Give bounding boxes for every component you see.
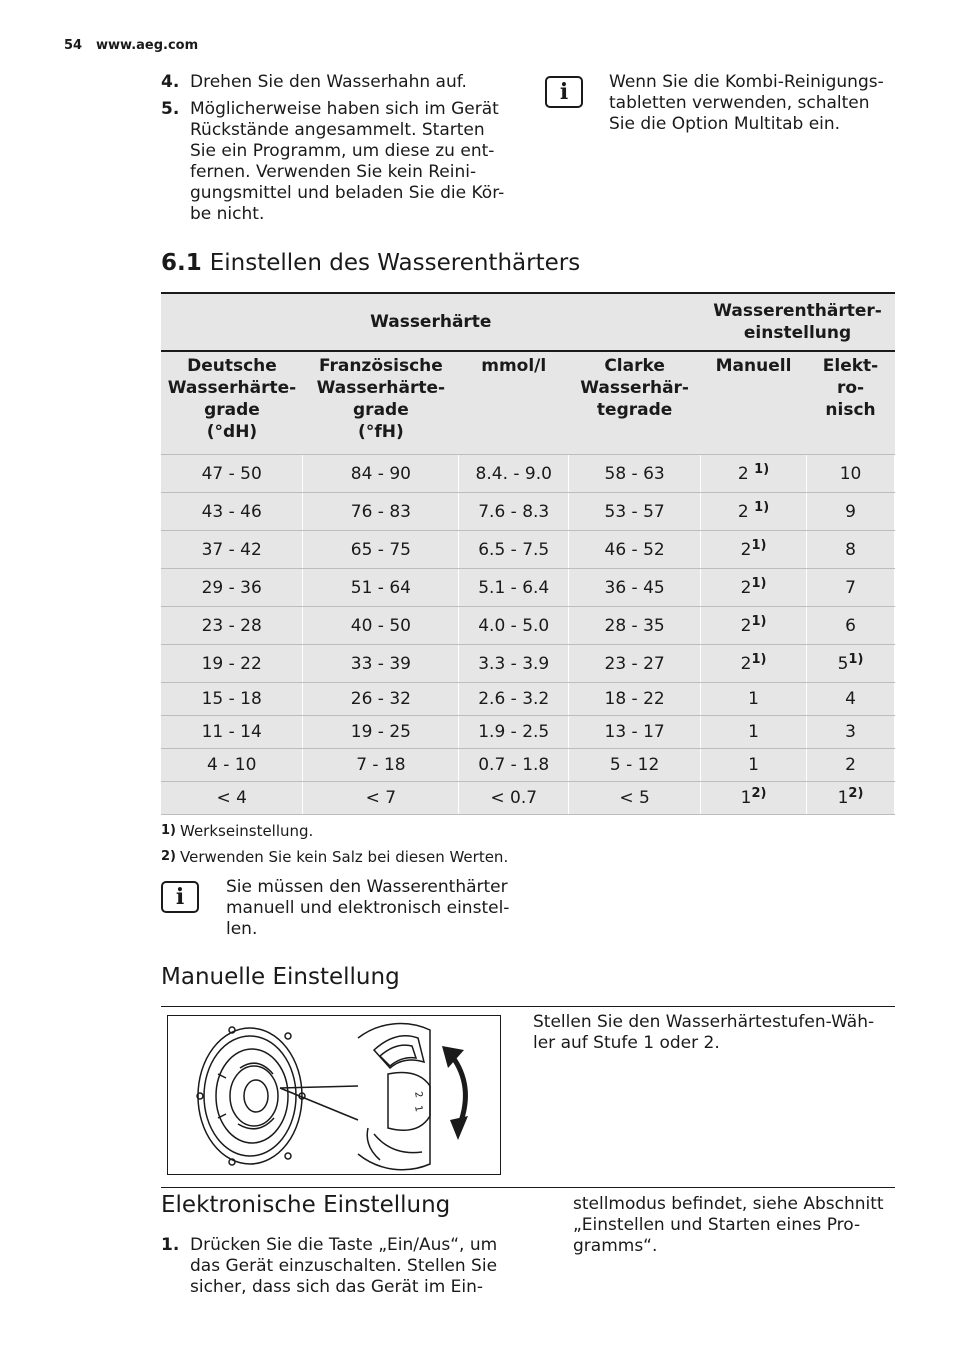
cell-clarke: 36 - 45 xyxy=(569,569,701,607)
cell-electronic xyxy=(807,645,895,683)
cell-value: 1 xyxy=(748,689,759,709)
footnote-text: Werkseinstellung. xyxy=(180,822,314,840)
cell-electronic xyxy=(807,455,895,493)
footnote-ref: 1) xyxy=(848,651,864,667)
step-text: Drehen Sie den Wasserhahn auf. xyxy=(190,72,467,92)
step-number: 5. xyxy=(161,99,180,119)
cell-clarke: < 5 xyxy=(569,782,701,815)
cell-electronic xyxy=(807,607,895,645)
section-title-text: Einstellen des Wasserenthärters xyxy=(209,250,581,276)
header-line: Wasserenthärter- xyxy=(713,301,882,321)
table-row xyxy=(161,607,895,645)
cell-dh: 37 - 42 xyxy=(161,531,303,569)
info-line: tabletten verwenden, schalten xyxy=(609,93,870,113)
info-icon: i xyxy=(545,76,583,108)
cell-dh: 43 - 46 xyxy=(161,493,303,531)
electronic-setting-title: Elektronische Einstellung xyxy=(161,1192,451,1218)
cell-fh: 40 - 50 xyxy=(303,607,459,645)
cell-value: 9 xyxy=(845,501,856,522)
info-line: len. xyxy=(226,919,258,939)
manual-setting-title: Manuelle Einstellung xyxy=(161,964,400,990)
cell-value: 10 xyxy=(839,463,862,484)
step-4 xyxy=(161,72,521,94)
cell-value: 1 xyxy=(748,722,759,742)
col-header-electronic: Elekt- ro- nisch xyxy=(807,351,895,455)
cell-value: 8 xyxy=(845,539,856,560)
col-header-fh: Französische Wasserhärte- grade (°fH) xyxy=(303,351,459,455)
cell-clarke: 46 - 52 xyxy=(569,531,701,569)
cell-value: 2 xyxy=(740,539,752,560)
cell-mmol: < 0.7 xyxy=(459,782,569,815)
cell-dh: 11 - 14 xyxy=(161,716,303,749)
cell-value: 1 xyxy=(740,788,752,808)
cell-manual xyxy=(701,607,807,645)
cell-fh: 65 - 75 xyxy=(303,531,459,569)
cell-dh: 23 - 28 xyxy=(161,607,303,645)
footnote-2 xyxy=(161,848,508,866)
col-header-dh: Deutsche Wasserhärte- grade (°dH) xyxy=(161,351,303,455)
cell-manual xyxy=(701,455,807,493)
text-line: gramms“. xyxy=(573,1236,658,1256)
footnote-ref: 1) xyxy=(754,499,770,515)
cell-fh: 26 - 32 xyxy=(303,683,459,716)
selector-label-2: 2 xyxy=(412,1090,424,1099)
cell-mmol: 2.6 - 3.2 xyxy=(459,683,569,716)
cell-fh: < 7 xyxy=(303,782,459,815)
electronic-setting-continued xyxy=(573,1194,903,1257)
cell-mmol: 4.0 - 5.0 xyxy=(459,607,569,645)
cell-mmol: 5.1 - 6.4 xyxy=(459,569,569,607)
cell-fh: 84 - 90 xyxy=(303,455,459,493)
manual-setting-figure xyxy=(167,1015,501,1175)
cell-value: 5 xyxy=(837,653,849,674)
cell-manual xyxy=(701,531,807,569)
cell-manual xyxy=(701,645,807,683)
page-number: 54 xyxy=(64,38,83,53)
cell-electronic xyxy=(807,569,895,607)
cell-fh: 19 - 25 xyxy=(303,716,459,749)
table-row xyxy=(161,683,895,716)
rotate-arrow-icon xyxy=(442,1046,468,1140)
step-line: Rückstände angesammelt. Starten xyxy=(190,120,485,140)
cell-mmol: 0.7 - 1.8 xyxy=(459,749,569,782)
section-number: 6.1 xyxy=(161,250,202,276)
info-note-multitab xyxy=(609,72,909,135)
cell-clarke: 13 - 17 xyxy=(569,716,701,749)
cell-clarke: 53 - 57 xyxy=(569,493,701,531)
cell-manual xyxy=(701,683,807,716)
cell-value: 2 xyxy=(737,501,755,522)
cell-value: 2 xyxy=(845,755,856,775)
cell-electronic xyxy=(807,716,895,749)
cell-dh: 47 - 50 xyxy=(161,455,303,493)
col-header-clarke: Clarke Wasserhär- tegrade xyxy=(569,351,701,455)
table-row xyxy=(161,455,895,493)
cell-value: 3 xyxy=(845,722,856,742)
footnote-ref: 1) xyxy=(751,651,767,667)
footnote-ref: 2) xyxy=(751,786,767,801)
col-header-mmol: mmol/l xyxy=(459,351,569,455)
info-line: Sie müssen den Wasserenthärter xyxy=(226,877,508,897)
cell-clarke: 18 - 22 xyxy=(569,683,701,716)
cell-dh: 19 - 22 xyxy=(161,645,303,683)
cell-mmol: 1.9 - 2.5 xyxy=(459,716,569,749)
text-line: „Einstellen und Starten eines Pro- xyxy=(573,1215,861,1235)
cell-mmol: 6.5 - 7.5 xyxy=(459,531,569,569)
footnote-text: Verwenden Sie kein Salz bei diesen Werten. xyxy=(180,848,509,866)
info-icon: i xyxy=(161,881,199,913)
group-header-hardness: Wasserhärte xyxy=(161,293,701,351)
footnote-ref: 1) xyxy=(751,575,767,591)
cell-dh: < 4 xyxy=(161,782,303,815)
step-5 xyxy=(161,99,521,229)
info-line: manuell und elektronisch einstel- xyxy=(226,898,510,918)
table-row xyxy=(161,782,895,815)
cell-clarke: 5 - 12 xyxy=(569,749,701,782)
footnote-ref: 2) xyxy=(848,786,864,801)
cell-dh: 4 - 10 xyxy=(161,749,303,782)
text-line: Stellen Sie den Wasserhärtestufen-Wäh- xyxy=(533,1012,875,1032)
cell-fh: 76 - 83 xyxy=(303,493,459,531)
divider xyxy=(161,1006,895,1007)
table-row xyxy=(161,569,895,607)
cell-dh: 29 - 36 xyxy=(161,569,303,607)
cell-manual xyxy=(701,716,807,749)
cell-value: 2 xyxy=(740,653,752,674)
cell-dh: 15 - 18 xyxy=(161,683,303,716)
table-row xyxy=(161,645,895,683)
cell-manual xyxy=(701,569,807,607)
water-hardness-table xyxy=(161,292,895,815)
step-number: 4. xyxy=(161,72,180,92)
footnote-ref: 1) xyxy=(754,461,770,477)
info-line: Sie die Option Multitab ein. xyxy=(609,114,841,134)
table-row xyxy=(161,716,895,749)
step-line: be nicht. xyxy=(190,204,265,224)
table-row xyxy=(161,531,895,569)
table-row xyxy=(161,493,895,531)
cell-mmol: 3.3 - 3.9 xyxy=(459,645,569,683)
cell-clarke: 58 - 63 xyxy=(569,455,701,493)
cell-value: 1 xyxy=(748,755,759,775)
cell-manual xyxy=(701,782,807,815)
header-url: www.aeg.com xyxy=(96,38,199,53)
step-line: fernen. Verwenden Sie kein Reini- xyxy=(190,162,477,182)
step-line: das Gerät einzuschalten. Stellen Sie xyxy=(190,1256,498,1276)
cell-electronic xyxy=(807,782,895,815)
cell-electronic xyxy=(807,749,895,782)
cell-value: 1 xyxy=(837,788,849,808)
cell-value: 7 xyxy=(845,577,856,598)
header-line: einstellung xyxy=(743,323,852,343)
cell-electronic xyxy=(807,493,895,531)
cell-clarke: 28 - 35 xyxy=(569,607,701,645)
cell-fh: 33 - 39 xyxy=(303,645,459,683)
cell-fh: 51 - 64 xyxy=(303,569,459,607)
cell-fh: 7 - 18 xyxy=(303,749,459,782)
footnote-ref: 1) xyxy=(751,537,767,553)
cell-value: 2 xyxy=(740,615,752,636)
group-header-setting xyxy=(701,293,895,351)
cell-electronic xyxy=(807,683,895,716)
text-line: stellmodus befindet, siehe Abschnitt xyxy=(573,1194,884,1214)
section-title xyxy=(161,250,580,276)
footnote-mark: 2) xyxy=(161,849,176,864)
step-line: Sie ein Programm, um diese zu ent- xyxy=(190,141,495,161)
text-line: ler auf Stufe 1 oder 2. xyxy=(533,1033,720,1053)
cell-manual xyxy=(701,749,807,782)
step-1 xyxy=(161,1235,541,1301)
footnote-1 xyxy=(161,822,313,840)
hardness-selector-illustration xyxy=(168,1016,500,1174)
footnote-ref: 1) xyxy=(751,613,767,629)
cell-value: 4 xyxy=(845,689,856,709)
step-line: gungsmittel und beladen Sie die Kör- xyxy=(190,183,505,203)
cell-value: 2 xyxy=(740,577,752,598)
divider xyxy=(161,1187,895,1188)
step-line: sicher, dass sich das Gerät im Ein- xyxy=(190,1277,484,1297)
cell-mmol: 8.4. - 9.0 xyxy=(459,455,569,493)
step-line: Möglicherweise haben sich im Gerät xyxy=(190,99,499,119)
info-note-manual-electronic xyxy=(226,877,526,940)
cell-value: 6 xyxy=(845,615,856,636)
cell-clarke: 23 - 27 xyxy=(569,645,701,683)
footnote-mark: 1) xyxy=(161,823,176,838)
cell-value: 2 xyxy=(737,463,755,484)
info-line: Wenn Sie die Kombi-Reinigungs- xyxy=(609,72,884,92)
cell-manual xyxy=(701,493,807,531)
step-line: Drücken Sie die Taste „Ein/Aus“, um xyxy=(190,1235,498,1255)
cell-mmol: 7.6 - 8.3 xyxy=(459,493,569,531)
manual-setting-text xyxy=(533,1012,893,1054)
selector-label-1: 1 xyxy=(412,1104,424,1113)
col-header-manual: Manuell xyxy=(701,351,807,455)
table-row xyxy=(161,749,895,782)
step-number: 1. xyxy=(161,1235,180,1255)
cell-electronic xyxy=(807,531,895,569)
